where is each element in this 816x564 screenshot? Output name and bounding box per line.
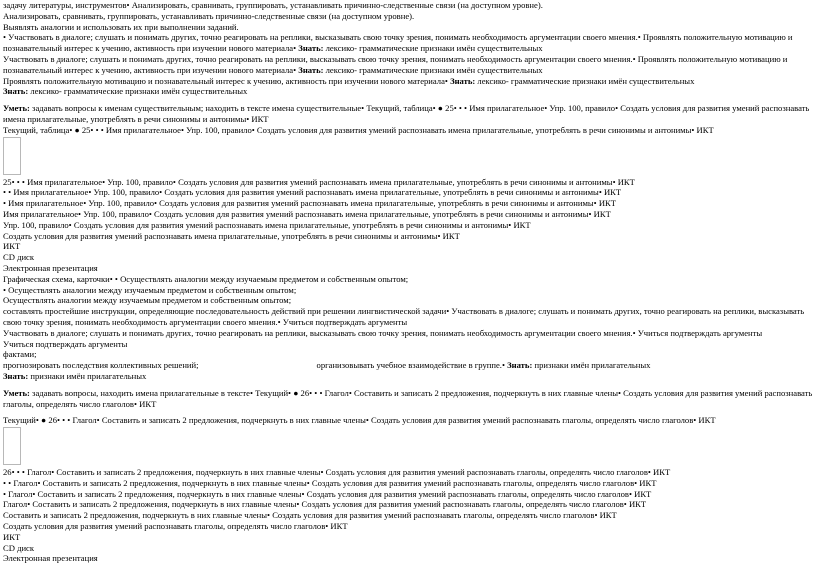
- text-line: Создать условия для развития умений распознавать имена прилагательные, употреблять в речи синонимы и антонимы• ИКТ: [3, 230, 460, 241]
- text-line: • Участвовать в диалоге; слушать и понимать других, точно реагировать на реплики, высказывать свою точку зрения, понимать необходимость аргументации своего мнения.• Проявлять положительную мотивацию и познавательный интерес к учению, активность при изучении нового материала• Знать: лексико- грамматические признаки имён существительных: [3, 32, 793, 54]
- text-line: Знать: признаки имён прилагательных: [3, 370, 147, 381]
- text-line: Участвовать в диалоге; слушать и понимать других, точно реагировать на реплики, высказывать свою точку зрения, понимать необходимость аргументации своего мнения.• Проявлять положительную мотивацию и познавательный интерес к учению, активность при изучении нового материала• Знать: лексико- грамматические признаки имён существительных: [3, 53, 788, 75]
- text-line: • Имя прилагательное• Упр. 100, правило• Создать условия для развития умений распознавать имена прилагательные, употреблять в речи синонимы и антонимы• ИКТ: [3, 198, 617, 209]
- text-line: • • Имя прилагательное• Упр. 100, правило• Создать условия для развития умений распознавать имена прилагательные, употреблять в речи синонимы и антонимы• ИКТ: [3, 187, 622, 198]
- text-line: Знать: лексико- грамматические признаки имён существительных: [3, 86, 248, 97]
- text-line: Осуществлять аналогии между изучаемым предметом и собственным опытом;: [3, 295, 292, 306]
- text-line: • Осуществлять аналогии между изучаемым предметом и собственным опытом;: [3, 284, 297, 295]
- text-line: Текущий, таблица• ● 25• • • Имя прилагательное• Упр. 100, правило• Создать условия для развития умений распознавать имена прилагательные, употреблять в речи синонимы и антонимы• ИКТ: [3, 124, 714, 135]
- text-line: прогнозировать последствия коллективных решений; организовывать учебное взаимодействие в группе.• Знать: признаки имён прилагательных: [3, 360, 651, 371]
- text-line: ИКТ: [3, 531, 21, 542]
- text-line: Участвовать в диалоге; слушать и понимать других, точно реагировать на реплики, высказывать свою точку зрения, понимать необходимость аргументации своего мнения.• Учиться подтверждать аргументы: [3, 327, 763, 338]
- text-line: Имя прилагательное• Упр. 100, правило• Создать условия для развития умений распознавать имена прилагательные, употреблять в речи синонимы и антонимы• ИКТ: [3, 208, 611, 219]
- text-line: фактами;: [3, 349, 37, 360]
- text-line: Составить и записать 2 предложения, подчеркнуть в них главные члены• Создать условия для развития умений распознавать глаголы, определять число глаголов• ИКТ: [3, 510, 617, 521]
- text-line: Уметь: задавать вопросы к именам существительным; находить в тексте имена существительные• Текущий, таблица• ● 25• • • Имя прилагательное• Упр. 100, правило• Создать условия для развития умений распознавать имена прилагательные, употреблять в речи синонимы и антонимы• ИКТ: [3, 103, 810, 124]
- text-line: Глагол• Составить и записать 2 предложения, подчеркнуть в них главные члены• Создать условия для развития умений распознавать глаголы, определять число глаголов• ИКТ: [3, 499, 647, 510]
- text-line: • • Глагол• Составить и записать 2 предложения, подчеркнуть в них главные члены• Создать условия для развития умений распознавать глаголы, определять число глаголов• ИКТ: [3, 477, 657, 488]
- text-line: Учиться подтверждать аргументы: [3, 338, 128, 349]
- text-line: задачу литературы, инструментов• Анализировать, сравнивать, группировать, устанавливать причинно-следственные связи (на доступном уровне).: [3, 0, 543, 10]
- text-line: Текущий• ● 26• • • Глагол• Составить и записать 2 предложения, подчеркнуть в них главные члены• Создать условия для развития умений распознавать глаголы, определять число глаголов• ИКТ: [3, 415, 716, 426]
- text-line: CD диск: [3, 542, 35, 553]
- text-line: 26• • • Глагол• Составить и записать 2 предложения, подчеркнуть в них главные члены• Создать условия для развития умений распознавать глаголы, определять число глаголов• ИКТ: [3, 467, 671, 478]
- text-line: Анализировать, сравнивать, группировать, устанавливать причинно-следственные связи (на доступном уровне).: [3, 10, 415, 21]
- text-line: Выявлять аналогии и использовать их при выполнении заданий.: [3, 21, 239, 32]
- text-line: Электронная презентация: [3, 553, 98, 564]
- text-line: Уметь: задавать вопросы, находить имена прилагательные в тексте• Текущий• ● 26• • • Глагол• Составить и записать 2 предложения, подчеркнуть в них главные члены• Создать условия для развития умений распознавать глаголы, определять число глаголов• ИКТ: [3, 387, 813, 409]
- text-line: составлять простейшие инструкции, определяющие последовательность действий при решении лингвистической задачи• Участвовать в диалоге; слушать и понимать других, точно реагировать на реплики, высказывать свою точку зрения, понимать необходимость аргументации своего мнения.• Учиться подтверждать аргументы: [3, 306, 805, 327]
- text-line: ИКТ: [3, 241, 21, 252]
- text-line: Графическая схема, карточки• • Осуществлять аналогии между изучаемым предметом и собственным опытом;: [3, 273, 409, 284]
- text-line: Проявлять положительную мотивацию и познавательный интерес к учению, активность при изучении нового материала• Знать: лексико- грамматические признаки имён существительных: [3, 75, 695, 86]
- text-line: 25• • • Имя прилагательное• Упр. 100, правило• Создать условия для развития умений распознавать имена прилагательные, употреблять в речи синонимы и антонимы• ИКТ: [3, 176, 635, 187]
- empty-cell-box: [3, 137, 21, 175]
- text-line: CD диск: [3, 252, 35, 263]
- text-line: Создать условия для развития умений распознавать глаголы, определять число глаголов• ИКТ: [3, 521, 348, 532]
- text-line: Электронная презентация: [3, 262, 98, 273]
- text-line: • Глагол• Составить и записать 2 предложения, подчеркнуть в них главные члены• Создать условия для развития умений распознавать глаголы, определять число глаголов• ИКТ: [3, 488, 652, 499]
- text-line: Упр. 100, правило• Создать условия для развития умений распознавать имена прилагательные, употреблять в речи синонимы и антонимы• ИКТ: [3, 219, 531, 230]
- empty-cell-box: [3, 427, 21, 465]
